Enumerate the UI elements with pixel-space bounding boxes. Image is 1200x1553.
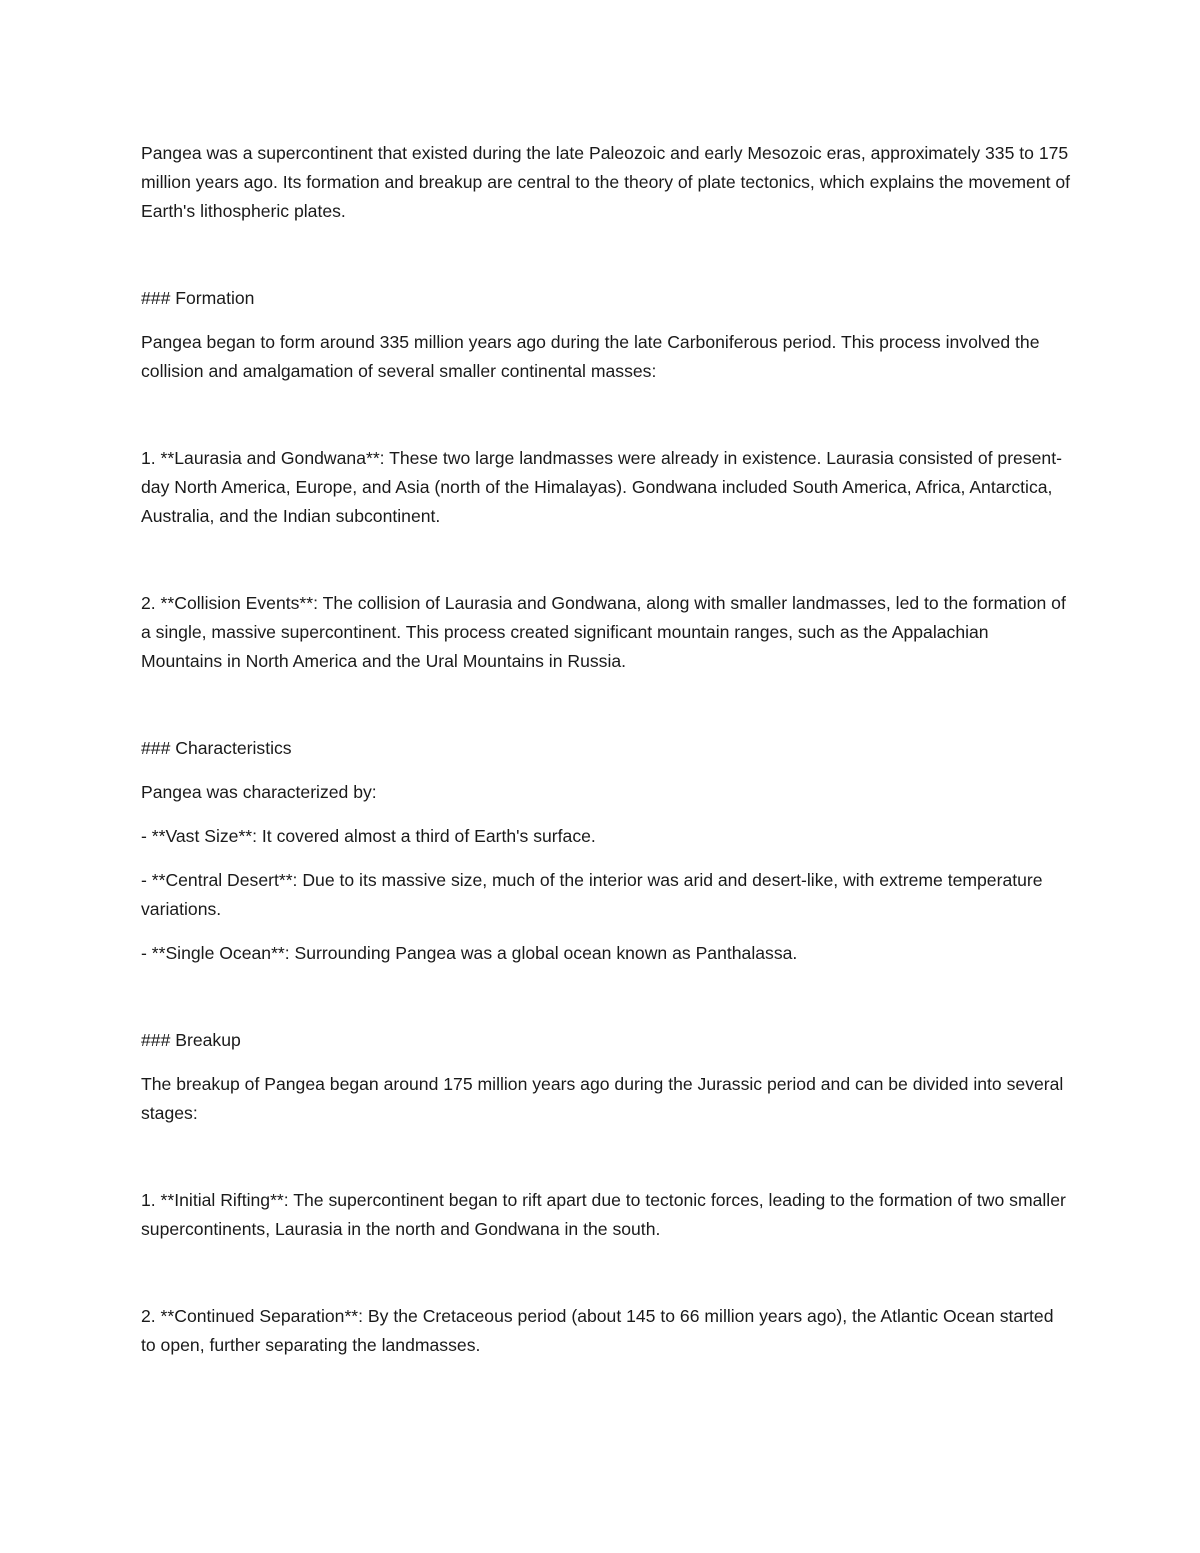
characteristics-intro-paragraph: Pangea was characterized by:	[141, 782, 377, 802]
characteristics-list-item: - **Single Ocean**: Surrounding Pangea was a global ocean known as Panthalassa.	[141, 943, 798, 963]
formation-list-item: 2. **Collision Events**: The collision of Laurasia and Gondwana, along with smaller landmasses, led to the formation of a single, massive supercontinent. This process created significant mountain ranges, such as the Appalachian Mountains in North America and the Ural Mountains in Russia.	[141, 593, 1066, 671]
characteristics-list-item: - **Vast Size**: It covered almost a third of Earth's surface.	[141, 826, 596, 846]
document-body	[141, 139, 1071, 1360]
formation-list-item: 1. **Laurasia and Gondwana**: These two large landmasses were already in existence. Laurasia consisted of present-day North America, Europe, and Asia (north of the Himalayas). Gondwana included South America, Africa, Antarctica, Australia, and the Indian subcontinent.	[141, 448, 1062, 526]
characteristics-heading: ### Characteristics	[141, 738, 292, 758]
formation-heading: ### Formation	[141, 288, 255, 308]
breakup-intro-paragraph: The breakup of Pangea began around 175 million years ago during the Jurassic period and can be divided into several stages:	[141, 1074, 1064, 1123]
breakup-list-item: 1. **Initial Rifting**: The supercontinent began to rift apart due to tectonic forces, leading to the formation of two smaller supercontinents, Laurasia in the north and Gondwana in the south.	[141, 1190, 1066, 1239]
characteristics-list-item: - **Central Desert**: Due to its massive size, much of the interior was arid and desert-like, with extreme temperature variations.	[141, 870, 1043, 919]
formation-intro-paragraph: Pangea began to form around 335 million years ago during the late Carboniferous period. This process involved the collision and amalgamation of several smaller continental masses:	[141, 332, 1040, 381]
breakup-list-item: 2. **Continued Separation**: By the Cretaceous period (about 145 to 66 million years ago), the Atlantic Ocean started to open, further separating the landmasses.	[141, 1306, 1054, 1355]
breakup-heading: ### Breakup	[141, 1030, 241, 1050]
intro-paragraph: Pangea was a supercontinent that existed during the late Paleozoic and early Mesozoic eras, approximately 335 to 175 million years ago. Its formation and breakup are central to the theory of plate tectonics, which explains the movement of Earth's lithospheric plates.	[141, 143, 1071, 221]
